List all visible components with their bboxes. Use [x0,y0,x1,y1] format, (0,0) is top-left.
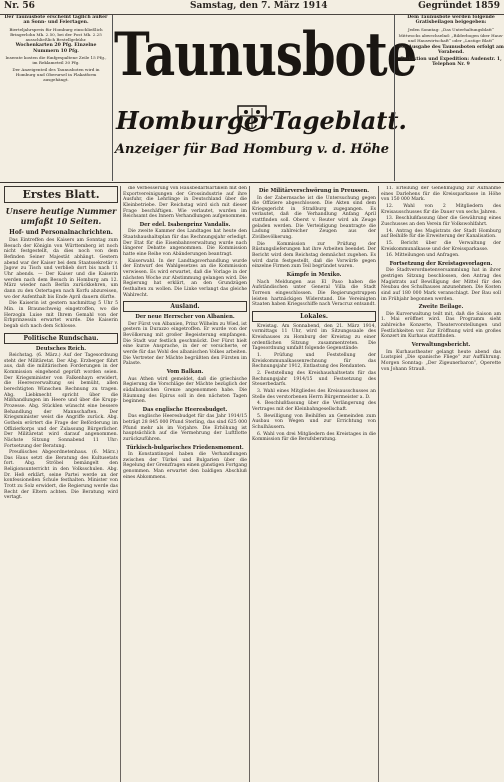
founded-year: Gegründet 1859 [418,1,500,11]
info-line: Jeden Sonntag: „Das Unterhaltungsblatt“ [407,26,495,32]
article-paragraph: 16. Mitteilungen und Anfragen. [386,253,460,259]
article-paragraph: Die Kaiserin ist gestern nachmittag 5 Uhr 5 Min. in Braunschweig eingetroffen, wo die Herzogin Luise mit Ihrem Gemahl von der Erbprinzessin erwartet wurde. Die Kaiserin begab sich nach dem Schlosse. [4,301,118,329]
info-line: Mittwochs abwechselnd: „Bilderbogen über Haus- und Hauswirtschaft“ oder „Lustige Blatt“ [398,33,504,44]
section-heading: Lokales. [252,311,376,322]
article-paragraph: 13. Beschlußfassung über die Gewährung eines Zuschusses an den Verein für Volkswohlfahrt. [381,216,501,227]
column-2 [123,186,247,782]
supplements-info-box [394,15,504,181]
tagline: Anzeiger für Bad Homburg v. d. Höhe [114,142,390,157]
page-count-note: Unsere heutige Nummer umfaßt 10 Seiten. [5,206,117,226]
subsection-heading: Verwaltungsbericht. [411,342,471,349]
info-line: Die Ausgabe des Taunusboten erfolgt am Vorabend. [398,44,504,56]
article-paragraph: 5. Bewilligung von Beihilfen an Gemeinden zum Ausbau von Wegen und zur Errichtung von Schulhäusern. [252,413,376,430]
subscription-info-box [3,15,113,181]
subsection-heading: Die Militärverschwörung in Preussen. [258,188,370,194]
issue-number: Nr. 56 [4,1,35,11]
newspaper-title: Taunusbote [114,20,417,90]
masthead-rule [0,182,504,183]
column-divider [249,186,250,782]
column-divider [378,186,379,782]
section-label: Erstes Blatt. [4,186,118,203]
article-paragraph: In Konstantinopel haben die Verhandlungen zwischen der Türkei und Bulgarien über die Regelung der Grenzfragen einen günstigen Fortgang genommen. Man erwartet den baldigen Abschluß eines Abkommens. [123,452,247,480]
article-paragraph: Die Kommission zur Prüfung der Rüstungslieferungen hat ihre Arbeiten beendet. Der Bericht wird dem Reichstag demnächst zugehen. Es wird darin festgestellt, daß die Vorwürfe gegen einzelne Firmen zum Teil begründet waren. [252,241,376,270]
column-4 [381,186,501,782]
article-paragraph: Die Stadtverordnetenversammlung hat in ihrer gestrigen Sitzung beschlossen, den Antrag des Magistrats auf Bewilligung der Mittel für den Neubau des Schulhauses anzunehmen. Die Kosten sind auf 180 000 Mark veranschlagt. Der Bau soll im Frühjahr begonnen werden. [381,268,501,302]
info-line: Wochenkarten 20 Pfg. Einzelne Nummern 10 Pfg. [15,43,97,54]
article-paragraph: 14. Antrag des Magistrats der Stadt Homburg auf Beihilfe für die Erweiterung der Kanalisation. [381,228,501,240]
subtitle-right: Tageblatt. [271,106,407,135]
article-paragraph: 2. Feststellung des Kreishaushaltsetats für das Rechnungsjahr 1914/15 und Festsetzung des Steuerbedarfs. [252,371,376,388]
info-line: Inserate kosten die fünfgespaltene Zeile 15 Pfg., im Reklameteil 30 Pfg. [5,55,107,66]
subsection-heading: Zweite Beilage. [418,304,464,311]
article-paragraph: 6. Wahl von drei Mitgliedern des Kreistages in die Kommission für die Berufsberatung. [252,431,376,443]
info-line: Der Taunusbote erscheint täglich außer an Sonn- und Feiertagen. [4,15,108,26]
article-paragraph: Im Kurhaustheater gelangt heute abend das Lustspiel „Die spanische Fliege“ zur Aufführung. Morgen Sonntag: „Der Zigeunerbaron“, Operette von Johann Strauß. [381,349,501,372]
article-paragraph: Aus Athen wird gemeldet, daß die griechische Regierung die Vorschläge der Mächte bezüglich der südalbanischen Grenze angenommen habe. Die Räumung des Epirus soll in den nächsten Tagen beginnen. [123,376,247,405]
article-paragraph: die Verbesserung von Hausbedarfsartikeln mit den Exportvereinigungen der Grossindustrie auf ihre Ausfuhr, die Lehrlinge in Deutschland über die Kleinbetriebe. Der Reichstag wird sich mit dieser Frage beschäftigen. Wie verlautet, wurden im Reichsamt des Innern Verhandlungen aufgenommen. [123,186,247,220]
subsection-heading: Fortsetzung der Kreistagsvorlagen. [389,260,493,267]
subsection-heading: Türkisch-bulgarisches Friedensmoment. [126,444,244,451]
article-paragraph: 4. Beschlußfassung über die Verlängerung des Vertrages mit der Kleinbahngesellschaft. [252,401,376,412]
article-paragraph: 1. Prüfung und Feststellung der Kreiskommunalkassenrechnung für das Rechnungsjahr 1912, Entlastung des Rendanten. [252,353,376,370]
article-paragraph: 3. Wahl eines Mitgliedes des Kreisausschusses an Stelle des verstorbenen Herrn Bürgermeister a. D. [252,389,376,400]
article-paragraph: Die zweite Kammer des Landtages hat heute den Staatshaushaltsplan für das Rechnungsjahr erledigt. Der Etat für die Eisenbahnverwaltung wurde nach längerer Debatte angenommen. Die Kommission hatte eine Reihe von Abänderungen beantragt. [123,229,247,258]
subsection-heading: Der neue Herrscher von Albanien. [135,314,235,321]
issue-date: Samstag, den 7. März 1914 [190,1,328,11]
article-paragraph: Das englische Heeresbudget für das Jahr 1914/15 beträgt 28 845 000 Pfund Sterling, das sind 625 000 Pfund mehr als im Vorjahre. Die Erhöhung ist hauptsächlich auf die Vermehrung der Luftflotte zurückzuführen. [123,414,247,442]
article-paragraph: Der Fürst von Albanien, Prinz Wilhelm zu Wied, ist gestern in Durazzo eingetroffen. Er wurde von der Bevölkerung mit großer Begeisterung empfangen. Die Stadt war festlich geschmückt. Der Fürst hielt eine kurze Ansprache, in der er versicherte, er werde für das Wohl des albanischen Volkes arbeiten. Die Vertreter der Mächte begrüßten den Fürsten im Palaste. [123,321,247,367]
subtitle-row [114,106,407,135]
article-paragraph: In der Zabernsache ist die Untersuchung gegen die Offiziere abgeschlossen. Die Akten sind dem Kriegsgericht in Straßburg zugegangen. Es verlautet, daß die Verhandlung Anfang April stattfinden soll. Oberst v. Reuter wird als Zeuge geladen werden. Die Verteidigung beantragte die Ladung zahlreicher Zeugen aus der Zivilbevölkerung. [252,195,376,241]
header-bar [0,0,504,15]
subsection-heading: Das englische Heeresbudget. [142,406,228,413]
article-paragraph: Kaiserwahl. In der Landtagsverhandlung wurde der Entwurf des Wahlgesetzes an die Kommission verwiesen. Es wird erwartet, daß die Vorlage in der nächsten Woche zur Abstimmung gelangen wird. Die Regierung hat erklärt, an den Grundzügen festhalten zu wollen. Die Linke verlangt das gleiche Wahlrecht. [123,258,247,298]
article-paragraph: 11. Erteilung der Genehmigung zur Aufnahme eines Darlehens für die Kreissparkasse in Höhe von 150 000 Mark. [381,186,501,203]
article-paragraph: 15. Bericht über die Verwaltung der Kreiskommunalkasse und der Kreissparkasse. [381,240,501,252]
section-heading: Ausland. [123,301,247,312]
info-line: Redaktion und Expedition: Audenstr. 1, Telephon Nr. 9 [400,56,502,67]
subsection-heading: Deutsches Reich. [35,345,87,352]
subsection-heading: Kämpfe in Mexiko. [286,272,342,279]
subtitle-left: Homburger [116,106,272,135]
article-paragraph: Kreistag. Am Sonnabend, den 21. März 1914, vormittags 11 Uhr, wird im Sitzungssaale des Kreishauses zu Homburg der Kreistag zu einer ordentlichen Sitzung zusammentreten. Die Tagesordnung umfaßt folgende Gegenstände: [252,323,376,352]
article-paragraph: Reichstag. (6. März.) Auf der Tagesordnung steht der Militäretat. Der Abg. Erzberger führt aus, daß die militärischen Forderungen in der Kommission eingehend geprüft worden seien. Der Kriegsminister von Falkenhayn erwidert, die Heeresverwaltung sei bemüht, allen berechtigten Wünschen Rechnung zu tragen. Abg. Liebknecht spricht über die Mißhandlungen im Heere und über die Krupp-Prozesse. Abg. Stücklen wünscht eine bessere Behandlung der Mannschaften. Der Kriegsminister weist die Angriffe zurück. Abg. Gothein erörtert die Frage der Beförderung im Offizierkorps und der Zulassung Bürgerlicher. Der Militäretat wird darauf angenommen. Nächste Sitzung Sonnabend 11 Uhr: Fortsetzung der Beratung. [4,353,118,449]
column-3 [252,186,376,782]
article-paragraph: Die Kurverwaltung teilt mit, daß die Saison am 1. Mai eröffnet wird. Das Programm sieht zahlreiche Konzerte, Theatervorstellungen und Festlichkeiten vor. Zur Eröffnung wird ein großes Konzert im Kurhaus stattfinden. [381,311,501,340]
masthead [114,14,417,180]
section-heading: Politische Rundschau. [4,333,118,344]
subsection-heading: Der edel. Isabenprinz Vandalis. [139,221,231,228]
info-line: Der Anzeigenteil des Taunusboten wird in Homburg und Oberursel in Plakatform ausgehängt. [12,66,100,83]
column-1 [4,186,118,782]
section-heading: Hof- und Personalnachrichten. [9,229,113,236]
article-paragraph: 12. Wahl von 2 Mitgliedern des Kreisausschusses für die Dauer von sechs Jahren. [381,203,501,215]
article-paragraph: Nach Meldungen aus El Paso haben die Aufständischen unter General Villa die Stadt Torreon eingeschlossen. Die Regierungstruppen leisten hartnäckigen Widerstand. Die Vereinigten Staaten haben Kriegsschiffe nach Veracruz entsandt. [252,279,376,308]
column-divider [120,186,121,782]
article-paragraph: Preußisches Abgeordnetenhaus. (6. März.) Das Haus setzt die Beratung des Kultusetats fort. Abg. Ströbel bemängelt den Religionsunterricht in den Volksschulen. Abg. Dr. Heß erklärt, seine Partei werde an der konfessionellen Schule festhalten. Minister von Trott zu Solz erwidert, die Regierung werde das Recht der Eltern achten. Die Beratung wird vertagt. [4,450,118,501]
info-line: Dem Taunusbote werden folgende Gratisbeilagen beigegeben: [407,15,495,26]
info-line: Bierteljahrspreis für Homburg einschließlich Bringerlohn Mk. 2.50, bei der Post Mk. 2.25 ausschließlich Bestellgebühr. [9,26,103,42]
article-paragraph: Das Eintreffen des Kaisers am Sonntag zum Besuch der Königin von Württemberg ist noch nicht festgestellt, da dies noch von dem Befinden Seiner Majestät abhängt. Gestern abend war der Kaiser bei dem Staatssekretär v. Jagow zu Tisch und verblieb dort bis nach 11 Uhr abends. — Der Kaiser und die Kaiserin werden nach dem Besuch in Homburg am 12. März wieder nach Berlin zurückkehren, um dann zu den Ostertagen nach Korfu abzureisen, wo der Aufenthalt bis Ende April dauern dürfte. [4,238,118,300]
subsection-heading: Vom Balkan. [166,369,204,376]
